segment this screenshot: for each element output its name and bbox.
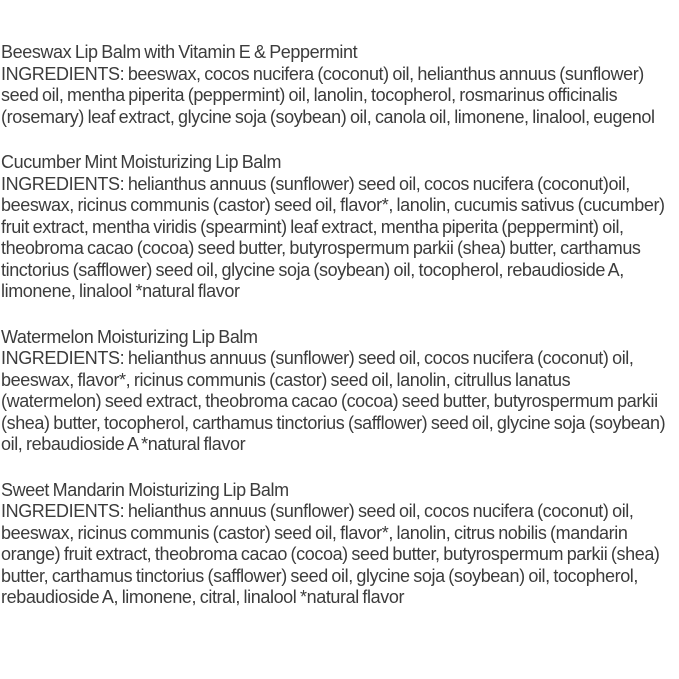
product-section-sweet-mandarin: [1, 480, 667, 609]
product-title: Watermelon Moisturizing Lip Balm: [1, 326, 258, 347]
product-ingredients: INGREDIENTS: helianthus annuus (sunflower) seed oil, cocos nucifera (coconut) oil, beeswax, ricinus communis (castor) seed oil, flavor*, lanolin, citrus nobilis (mandarin orange) fruit extract, theobroma cacao (cocoa) seed butter, butyrospermum parkii (shea) butter, carthamus tinctorius (safflower) seed oil, glycine soja (soybean) oil, tocopherol, rebaudioside A, limonene, citral, linalool *natural flavor: [1, 501, 660, 607]
product-title: Cucumber Mint Moisturizing Lip Balm: [1, 152, 282, 172]
product-title: Beeswax Lip Balm with Vitamin E & Peppermint: [1, 42, 358, 62]
product-section-beeswax: [1, 42, 667, 128]
product-section-cucumber-mint: [1, 152, 667, 303]
product-ingredients: INGREDIENTS: helianthus annuus (sunflower) seed oil, cocos nucifera (coconut) oil, beeswax, flavor*, ricinus communis (castor) seed oil, lanolin, citrullus lanatus (watermelon) seed extract, theobroma cacao (cocoa) seed butter, butyrospermum parkii (shea) butter, tocopherol, carthamus tinctorius (safflower) seed oil, glycine soja (soybean) oil, rebaudioside A *natural flavor: [1, 348, 666, 454]
product-ingredients: INGREDIENTS: beeswax, cocos nucifera (coconut) oil, helianthus annuus (sunflower) seed oil, mentha piperita (peppermint) oil, lanolin, tocopherol, rosmarinus officinalis (rosemary) leaf extract, glycine soja (soybean) oil, canola oil, limonene, linalool, eugenol: [1, 63, 655, 127]
product-ingredients: INGREDIENTS: helianthus annuus (sunflower) seed oil, cocos nucifera (coconut)oil, beeswax, ricinus communis (castor) seed oil, flavor*, lanolin, cucumis sativus (cucumber) fruit extract, mentha viridis (spearmint) leaf extract, mentha piperita (peppermint) oil, theobroma cacao (cocoa) seed butter, butyrospermum parkii (shea) butter, carthamus tinctorius (safflower) seed oil, glycine soja (soybean) oil, tocopherol, rebaudioside A, limonene, linalool *natural flavor: [1, 173, 665, 301]
product-title: Sweet Mandarin Moisturizing Lip Balm: [1, 479, 289, 500]
product-section-watermelon: [1, 327, 667, 456]
